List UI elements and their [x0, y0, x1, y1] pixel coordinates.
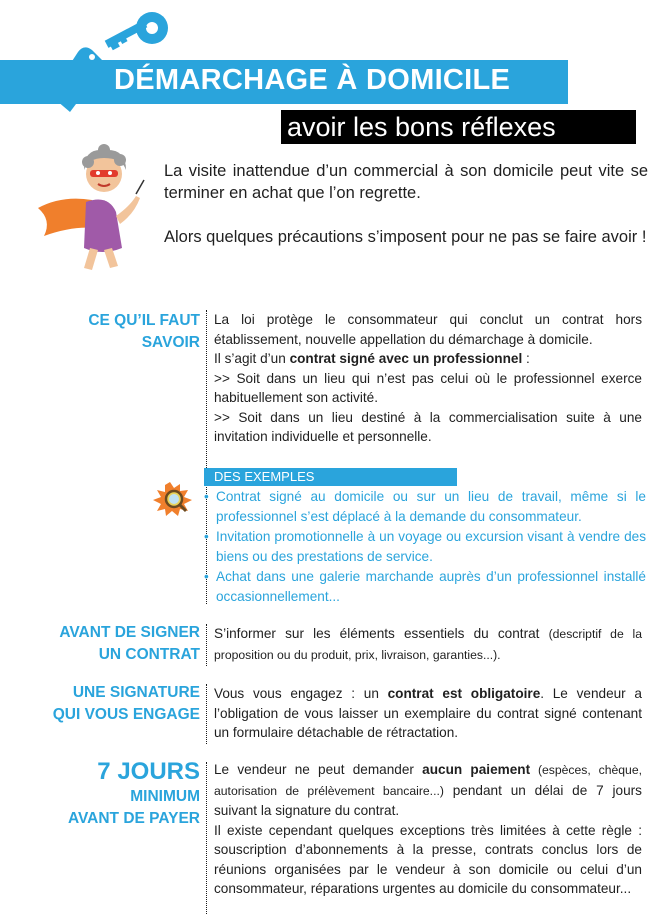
- bold-text: aucun paiement: [422, 762, 531, 777]
- section-label-avant-signer: [59, 622, 200, 666]
- paragraph: Il existe cependant quelques exceptions très limitées à cette règle : souscription d’abonnements à la presse, contrats conclus lors de réunions organisées par le vendeur à son domicile ou celui d’un consommateur, réparations urgentes au domicile du consommateur...: [214, 822, 642, 896]
- page-subtitle: avoir les bons réflexes: [287, 112, 556, 142]
- paragraph: >> Soit dans un lieu destiné à la commercialisation suite à une invitation individuelle et personnelle.: [214, 409, 642, 444]
- section-divider: [206, 624, 207, 666]
- text: Le vendeur ne peut demander: [214, 762, 423, 777]
- section-label-line: AVANT DE PAYER: [67, 810, 200, 827]
- section-label-line: UN CONTRAT: [98, 646, 200, 663]
- section-label-line: AVANT DE SIGNER: [59, 624, 200, 641]
- section-label-line: 7 JOURS: [97, 758, 200, 785]
- section-label-sept-jours: [68, 758, 200, 830]
- intro-paragraph: Alors quelques précautions s’imposent pour ne pas se faire avoir !: [164, 228, 647, 246]
- intro-text: [164, 160, 648, 270]
- section-label-line: MINIMUM: [130, 788, 200, 805]
- section-label-savoir: [88, 310, 200, 354]
- paragraph: >> Soit dans un lieu qui n’est pas celui où le professionnel exerce habituellement son activité.: [214, 370, 642, 405]
- text: :: [522, 351, 530, 366]
- section-body-signature: [214, 684, 642, 743]
- section-body-savoir: [214, 310, 642, 447]
- list-item: • Contrat signé au domicile ou sur un lieu de travail, même si le professionnel s’est déplacé à la demande du consommateur.: [204, 487, 646, 527]
- section-divider: [206, 684, 207, 744]
- superhero-grandma-illustration: [32, 140, 152, 275]
- examples-list: [204, 487, 646, 607]
- section-label-line: UNE SIGNATURE: [72, 684, 200, 701]
- section-divider: [206, 762, 207, 914]
- bold-text: contrat est obligatoire: [387, 686, 541, 701]
- page-title: DÉMARCHAGE À DOMICILE: [114, 64, 511, 96]
- text: . Le vendeur a l’obligation de vous laisser un exemplaire du contrat signé contenant un formulaire détachable de rétractation.: [214, 686, 642, 740]
- small-text: (descriptif de la proposition ou du produit, prix, livraison, garanties...).: [214, 627, 642, 662]
- intro-paragraph: La visite inattendue d’un commercial à son domicile peut vite se terminer en achat que l’on regrette.: [164, 162, 648, 202]
- section-label-line: SAVOIR: [141, 334, 200, 351]
- section-label-line: CE QU’IL FAUT: [88, 312, 200, 329]
- list-item: • Invitation promotionnelle à un voyage ou excursion visant à vendre des biens ou des prestations de service.: [204, 527, 646, 567]
- section-body-sept-jours: [214, 760, 642, 899]
- section-label-line: QUI VOUS ENGAGE: [52, 706, 200, 723]
- text: Il s’agit d’un: [214, 351, 290, 366]
- paragraph: [214, 760, 642, 821]
- list-item: • Achat dans une galerie marchande auprès d’un professionnel installé occasionnellement...: [204, 567, 646, 607]
- bold-text: contrat signé avec un professionnel: [289, 351, 523, 366]
- paragraph: La loi protège le consommateur qui conclut un contrat hors établissement, nouvelle appellation du démarchage à domicile.: [214, 312, 642, 347]
- paragraph: [214, 349, 642, 369]
- text: S’informer sur les éléments essentiels du contrat: [214, 626, 549, 641]
- magnifier-icon: [150, 478, 196, 520]
- small-text: (espèces, chèque, autorisation de prélèvement bancaire...): [214, 763, 642, 798]
- section-label-signature: [53, 682, 200, 726]
- text: pendant un délai de 7 jours suivant la signature du contrat.: [214, 782, 642, 818]
- examples-label: DES EXEMPLES: [214, 469, 315, 484]
- text: Vous vous engagez : un: [214, 686, 388, 701]
- section-body-avant-signer: [214, 624, 642, 665]
